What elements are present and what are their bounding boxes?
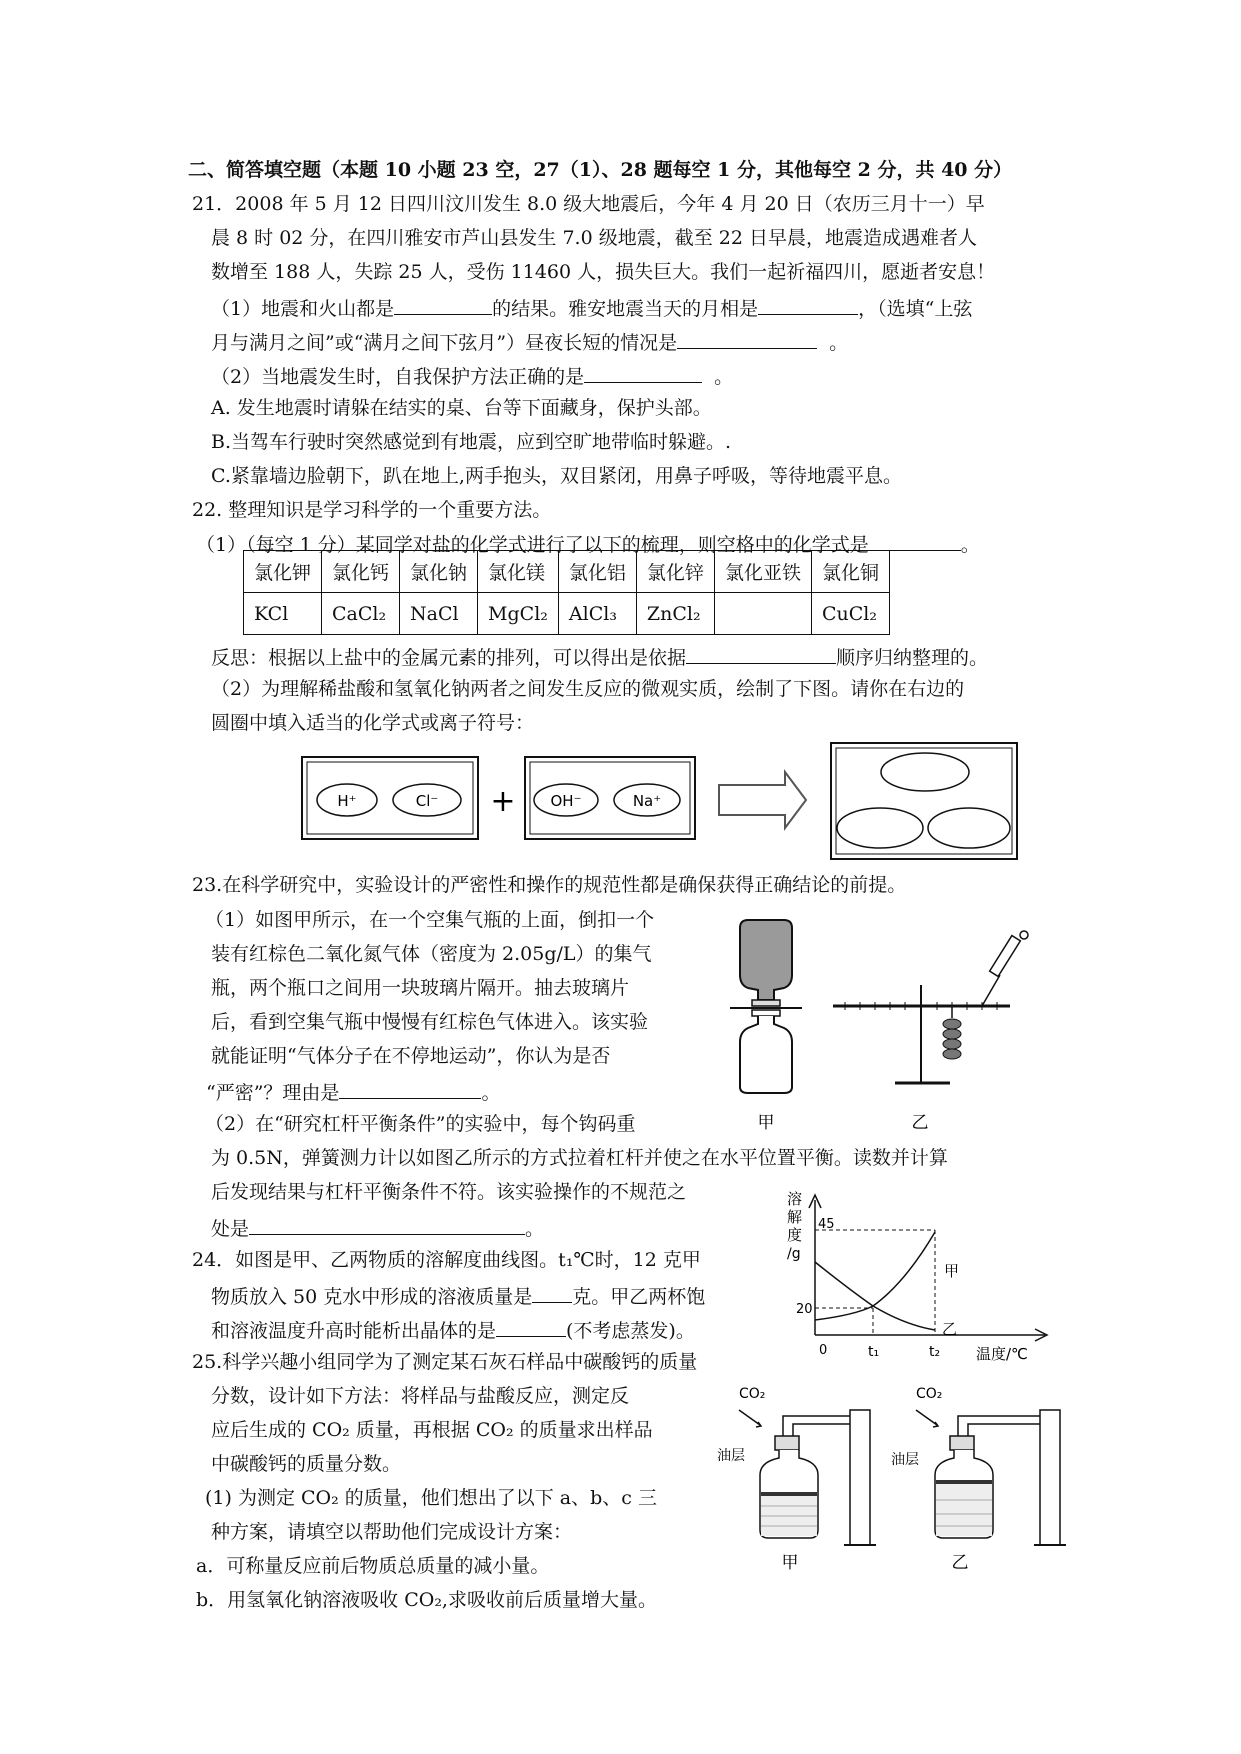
table-cell: CuCl₂ [811,593,889,635]
q21-option-b: B.当驾车行驶时突然感觉到有地震，应到空旷地带临时躲避。. [211,431,732,453]
answer-circle[interactable] [837,808,923,848]
q21-part-1-cont: 月与满月之间”或“满月之间下弦月”）昼夜长短的情况是 。 [211,328,848,355]
q21-line-3: 数增至 188 人，失踪 25 人，受伤 11460 人，损失巨大。我们一起祈福四川，愿逝者安息！ [211,261,996,283]
co2-label: CO₂ [739,1386,766,1402]
q23-p1-last: “严密”？理由是 。 [206,1078,500,1105]
table-cell: 氯化镁 [478,551,559,593]
q23-p1-line: 就能证明“气体分子在不停地运动”，你认为是否 [211,1045,611,1067]
table-cell: 氯化钾 [244,551,322,593]
section-title: 二、简答填空题（本题 10 小题 23 空，27（1）、28 题每空 1 分，其他每空 2 分，共 40 分） [188,159,1013,181]
curve-label: 甲 [944,1262,960,1280]
figure-label-jia: 甲 [781,1553,799,1573]
q21-part-1: （1）地震和火山都是 的结果。雅安地震当天的月相是 ，（选填“上弦 [211,294,972,321]
table-cell: MgCl₂ [478,593,559,635]
ion-label: Cl⁻ [415,792,439,810]
co2-apparatus-jia [739,1410,876,1545]
product-box-inner [836,748,1012,854]
q22-part-2-line-1: （2）为理解稀盐酸和氢氧化钠两者之间发生反应的微观实质，绘制了下图。请你在右边的 [211,678,965,700]
q25-line: 分数，设计如下方法：将样品与盐酸反应，测定反 [211,1385,630,1407]
graph-tick: 0 [819,1343,828,1358]
table-cell: 氯化钙 [322,551,400,593]
q23-p2-line: 为 0.5N，弹簧测力计以如图乙所示的方式拉着杠杆并使之在水平位置平衡。读数并计算 [211,1147,948,1169]
q25-line: b．用氢氧化钠溶液吸收 CO₂,求吸收前后质量增大量。 [196,1589,657,1611]
ion-label: H⁺ [337,792,357,810]
q22-reflection: 反思：根据以上盐中的金属元素的排列，可以得出是依据 顺序归纳整理的。 [211,643,988,670]
gas-bottles-figure [730,920,802,1093]
graph-ylabel: /g [787,1246,801,1262]
q23-p2-line: （2）在“研究杠杆平衡条件”的实验中，每个钩码重 [205,1113,636,1135]
solubility-graph [809,1195,1047,1341]
q24-line-1: 24．如图是甲、乙两物质的溶解度曲线图。t₁℃时，12 克甲 [192,1249,701,1271]
lever-figure [833,931,1028,1083]
graph-tick: 20 [796,1302,813,1317]
reaction-arrow-icon [719,772,806,828]
curve-yi [815,1262,935,1330]
table-cell: 氯化亚铁 [714,551,811,593]
graph-tick: t₁ [868,1344,880,1360]
graph-ylabel: 度 [787,1226,803,1244]
q24-line-2: 物质放入 50 克水中形成的溶液质量是 克。甲乙两杯饱 [211,1282,705,1309]
answer-circle[interactable] [881,753,969,791]
graph-tick: 45 [818,1217,835,1232]
q22-intro: 22. 整理知识是学习科学的一个重要方法。 [192,499,552,521]
co2-label: CO₂ [916,1386,943,1402]
table-cell: 氯化铝 [558,551,636,593]
q21-line-1: 21．2008 年 5 月 12 日四川汶川发生 8.0 级大地震后，今年 4 月 20 日（农历三月十一）早 [192,193,985,215]
q23-p1-line: 装有红棕色二氧化氮气体（密度为 2.05g/L）的集气 [211,943,652,965]
q23-p2-last: 处是 。 [211,1214,544,1241]
table-cell: 氯化铜 [811,551,889,593]
q22-part-1: （1）（每空 1 分）某同学对盐的化学式进行了以下的梳理，则空格中的化学式是 。 [196,530,980,557]
q23-p2-line: 后发现结果与杠杆平衡条件不符。该实验操作的不规范之 [211,1181,687,1203]
answer-blank[interactable] [532,1282,572,1303]
graph-tick: t₂ [929,1344,941,1360]
figure-label-jia: 甲 [757,1113,775,1133]
q21-part-2: （2）当地震发生时，自我保护方法正确的是 。 [211,362,733,389]
oil-layer-label: 油层 [717,1448,745,1464]
table-cell: AlCl₃ [558,593,636,635]
figure-label-yi: 乙 [911,1113,929,1133]
q25-line: 种方案，请填空以帮助他们完成设计方案： [211,1521,573,1543]
graph-xlabel: 温度/℃ [976,1345,1028,1363]
q22-part-2-line-2: 圆圈中填入适当的化学式或离子符号： [211,712,535,734]
ion-box-hcl-inner [307,762,473,834]
q25-line: (1) 为测定 CO₂ 的质量，他们想出了以下 a、b、c 三 [205,1487,657,1509]
q25-line: a．可称量反应前后物质总质量的减小量。 [196,1555,550,1577]
ion-box-hcl [302,757,478,839]
q21-line-2: 晨 8 时 02 分，在四川雅安市芦山县发生 7.0 级地震，截至 22 日早晨，地震造成遇难者人 [211,227,977,249]
q21-option-c: C.紧靠墙边脸朝下，趴在地上,两手抱头，双目紧闭，用鼻子呼吸，等待地震平息。 [211,465,902,487]
product-box [831,743,1017,859]
plus-sign: + [490,784,516,819]
table-cell: ZnCl₂ [636,593,714,635]
figure-label-yi: 乙 [951,1553,969,1573]
answer-circle[interactable] [928,808,1010,848]
answer-blank[interactable] [249,1214,525,1235]
graph-ylabel: 溶 [787,1190,803,1208]
q25-line: 25.科学兴趣小组同学为了测定某石灰石样品中碳酸钙的质量 [192,1351,698,1373]
q21-option-a: A. 发生地震时请躲在结实的桌、台等下面藏身，保护头部。 [211,397,712,419]
table-cell: 氯化钠 [400,551,478,593]
q25-line: 中碳酸钙的质量分数。 [211,1453,402,1475]
q23-intro: 23.在科学研究中，实验设计的严密性和操作的规范性都是确保获得正确结论的前提。 [192,874,907,896]
ion-label: Na⁺ [632,792,662,810]
answer-blank[interactable] [496,1316,566,1337]
q24-line-3: 和溶液温度升高时能析出晶体的是 (不考虑蒸发)。 [211,1316,695,1343]
table-cell: KCl [244,593,322,635]
q25-line: 应后生成的 CO₂ 质量，再根据 CO₂ 的质量求出样品 [211,1419,653,1441]
co2-apparatus-yi [916,1410,1066,1545]
answer-blank[interactable] [339,1078,481,1099]
table-cell: 氯化锌 [636,551,714,593]
table-cell: CaCl₂ [322,593,400,635]
q23-p1-line: 瓶，两个瓶口之间用一块玻璃片隔开。抽去玻璃片 [211,977,630,999]
ion-label: OH⁻ [550,792,582,810]
table-cell: NaCl [400,593,478,635]
graph-ylabel: 解 [787,1208,803,1226]
oil-layer-label: 油层 [891,1452,919,1468]
q23-p1-line: （1）如图甲所示，在一个空集气瓶的上面，倒扣一个 [205,909,655,931]
q23-p1-line: 后，看到空集气瓶中慢慢有红棕色气体进入。该实验 [211,1011,649,1033]
curve-label: 乙 [942,1320,958,1338]
